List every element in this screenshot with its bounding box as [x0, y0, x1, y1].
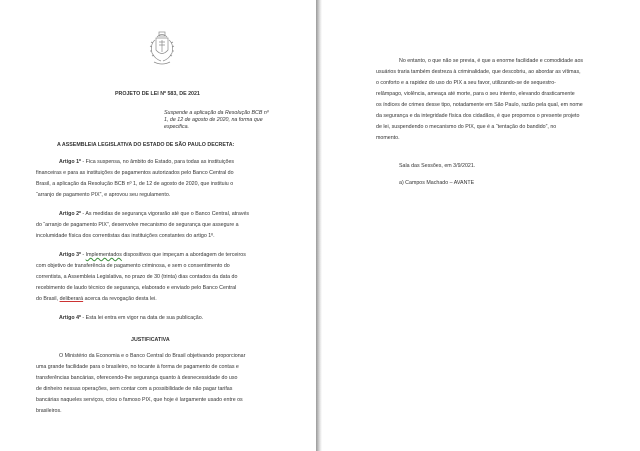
justification-line: transferências bancárias, oferecendo-lhe segurança quanto à desnecessidade do uso — [36, 375, 238, 381]
article-1-line: financeiras e para as instituições de pagamentos autorizados pelo Banco Central do — [36, 170, 234, 176]
ementa-line: Suspende a aplicação da Resolução BCB nº — [164, 110, 269, 116]
paragraph-line: os índices de crimes desse tipo, notadamente em São Paulo, razão pela qual, em nome — [376, 102, 583, 108]
article-3-line — [59, 252, 246, 258]
article-4-line — [59, 315, 203, 321]
article-1-text: - Fica suspensa, no âmbito do Estado, para todas as instituições — [80, 159, 235, 165]
paragraph-line: da segurança e da integridade física dos cidadãos, é que propomos o presente projeto — [376, 113, 580, 119]
article-2-label: Artigo 2º — [59, 211, 81, 217]
ementa-line: especifica. — [164, 124, 190, 130]
article-2-line: incolumidade física dos correntistas das instituições constantes do artigo 1º. — [36, 233, 215, 239]
coat-of-arms-icon — [147, 26, 177, 68]
article-1-line — [59, 159, 234, 165]
justification-line: brasileiros. — [36, 408, 62, 414]
decreta-heading: A ASSEMBLEIA LEGISLATIVA DO ESTADO DE SÃO PAULO DECRETA: — [57, 142, 235, 148]
bill-title: PROJETO DE LEI Nº 583, DE 2021 — [115, 91, 200, 97]
left-page — [0, 0, 318, 451]
article-3-text: dispositivos que impeçam a abordagem de terceiros — [121, 252, 246, 258]
justification-line: uma grande facilidade para o brasileiro, no tocante à forma de pagamento de contas e — [36, 364, 239, 370]
spellcheck-word: deliberará — [59, 296, 84, 302]
article-1-line: “arranjo de pagamento PIX”, e aprovou seu regulamento. — [36, 192, 171, 198]
justification-heading: JUSTIFICATIVA — [131, 337, 170, 343]
article-3-dash: - — [80, 252, 86, 258]
paragraph-line: o conforto e a rapidez do uso do PIX a seu favor, utilizando-se de sequestro- — [376, 80, 556, 86]
article-2-text: - As medidas de segurança vigorarão até que o Banco Central, através — [80, 211, 250, 217]
article-2-line — [59, 211, 249, 217]
paragraph-line: de lei, suspendendo o mecanismo do PIX, que é a “tentação do bandido”, no — [376, 124, 557, 130]
article-1-line: Brasil, a aplicação da Resolução BCB nº 1, de 12 de agosto de 2020, que instituiu o — [36, 181, 234, 187]
paragraph-line: usuários traria também destreza à criminalidade, que descobriu, ao abordar as vítimas, — [376, 69, 581, 75]
ementa-line: 1, de 12 de agosto de 2020, na forma que — [164, 117, 263, 123]
article-3-label: Artigo 3º — [59, 252, 81, 258]
article-1-label: Artigo 1º — [59, 159, 81, 165]
article-3-line — [36, 296, 157, 302]
spellcheck-word: Implementados — [85, 252, 122, 258]
justification-line: O Ministério da Economia e o Banco Central do Brasil objetivando proporcionar — [59, 353, 246, 359]
paragraph-line: No entanto, o que não se previa, é que a enorme facilidade e comodidade aos — [399, 58, 584, 64]
paragraph-line: momento. — [376, 135, 400, 141]
article-2-line: do “arranjo de pagamento PIX”, desenvolve mecanismo de segurança que assegure a — [36, 222, 239, 228]
article-4-label: Artigo 4º — [59, 315, 81, 321]
justification-line: de dinheiro nessas operações, sem contar com a possibilidade de não pagar tarifas — [36, 386, 233, 392]
article-4-text: - Esta lei entra em vigor na data de sua publicação. — [80, 315, 204, 321]
article-3-text: do Brasil, — [36, 296, 60, 302]
article-3-line: com objetivo de transferência de pagamento criminosa, e sem o consentimento do — [36, 263, 230, 269]
session-date: Sala das Sessões, em 3/9/2021. — [399, 163, 476, 169]
justification-line: bancárias naqueles serviços, criou o famoso PIX, que hoje é largamente usado entre os — [36, 397, 243, 403]
article-3-line: recebimento de laudo técnico de segurança, elaborado e enviado pelo Banco Central — [36, 285, 237, 291]
signature-line: a) Campos Machado – AVANTE — [399, 180, 475, 186]
paragraph-line: relâmpago, violência, ameaça até morte, para o seu intento, elevando drasticamente — [376, 91, 575, 97]
article-3-text: acerca da revogação desta lei. — [83, 296, 157, 302]
right-page — [322, 0, 640, 451]
article-3-line: correntista, a Assembleia Legislativa, no prazo de 30 (trinta) dias contados da data do — [36, 274, 238, 280]
